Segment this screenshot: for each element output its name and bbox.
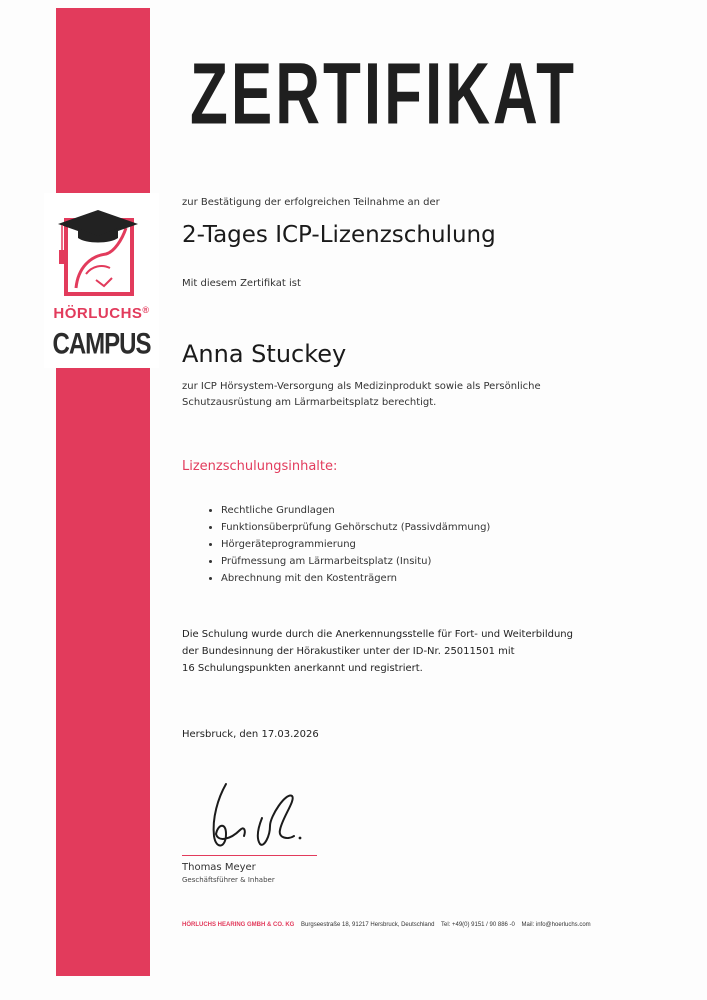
recognition-line: der Bundesinnung der Hörakustiker unter der ID-Nr. 25011501 mit (182, 646, 515, 657)
footer-address: Burgseestraße 18, 91217 Hersbruck, Deutschland (301, 922, 435, 928)
certificate-statement: Mit diesem Zertifikat ist (182, 278, 301, 289)
lynx-graduation-cap-icon (56, 210, 140, 300)
recognition-line: 16 Schulungspunkten anerkannt und registriert. (182, 663, 423, 674)
footer-phone: Tel: +49(0) 9151 / 90 886 -0 (440, 922, 515, 928)
authorization-line: Schutzausrüstung am Lärmarbeitsplatz berechtigt. (182, 397, 437, 408)
place-date: Hersbruck, den 17.03.2026 (182, 729, 319, 740)
logo-brand: HÖRLUCHS® (53, 305, 150, 322)
signer-role: Geschäftsführer & Inhaber (182, 876, 275, 884)
logo-campus: CAMPUS (52, 327, 151, 361)
footer-company: HÖRLUCHS HEARING GMBH & CO. KG (182, 922, 295, 928)
list-item: • Rechtliche Grundlagen (221, 502, 490, 519)
footer (182, 922, 642, 928)
contents-list (205, 502, 490, 587)
contents-heading: Lizenzschulungsinhalte: (182, 459, 338, 474)
recognition-line: Die Schulung wurde durch die Anerkennungsstelle für Fort- und Weiterbildung (182, 629, 573, 640)
list-item: • Funktionsüberprüfung Gehörschutz (Passivdämmung) (221, 519, 490, 536)
course-title: 2-Tages ICP-Lizenzschulung (182, 222, 496, 248)
footer-mail: Mail: info@hoerluchs.com (521, 922, 591, 928)
certificate-title: ZERTIFIKAT (190, 46, 578, 143)
side-stripe (56, 8, 150, 976)
signature-line (182, 855, 317, 856)
authorization-text (182, 379, 652, 411)
recipient-name: Anna Stuckey (182, 340, 347, 368)
signature-image (196, 778, 306, 858)
list-item: • Abrechnung mit den Kostenträgern (221, 570, 490, 587)
signer-name: Thomas Meyer (182, 862, 256, 873)
list-item: • Hörgeräteprogrammierung (221, 536, 490, 553)
list-item: • Prüfmessung am Lärmarbeitsplatz (Insitu) (221, 553, 490, 570)
authorization-line: zur ICP Hörsystem-Versorgung als Medizinprodukt sowie als Persönliche (182, 381, 541, 392)
recognition-text (182, 626, 652, 677)
intro-text: zur Bestätigung der erfolgreichen Teilnahme an der (182, 197, 440, 208)
